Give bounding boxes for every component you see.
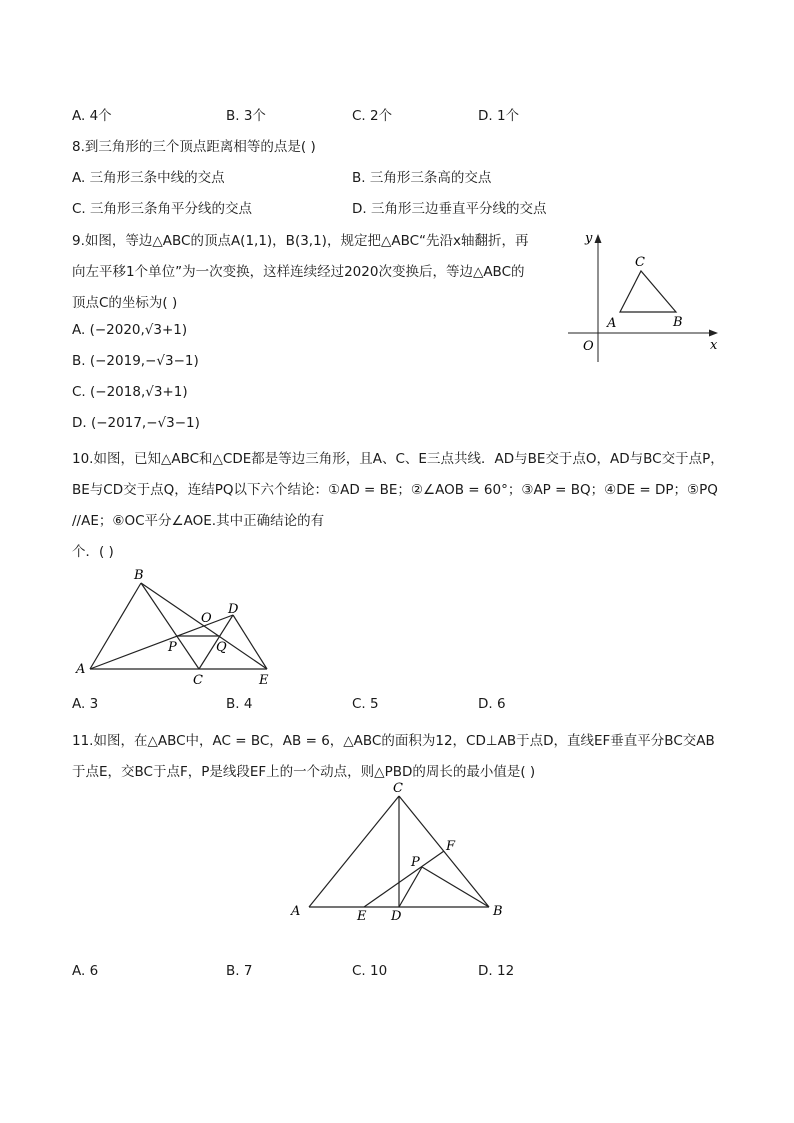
q8-option-b: B. 三角形三条高的交点 [352,170,492,186]
q11-option-c: C. 10 [352,963,388,979]
q11-label-p: P [411,855,420,870]
q9-option-b: B. (−2019,−√3−1) [72,353,199,369]
q11-label-b: B [493,904,503,919]
q11-option-a: A. 6 [72,963,99,979]
q9-line-1: 9.如图，等边△ABC的顶点A(1,1)，B(3,1)，规定把△ABC“先沿x轴翻折，再 [72,233,529,249]
q10-label-e: E [259,673,269,688]
q11-segment-ac [309,796,399,907]
q11-segment-pd [399,867,422,907]
q10-label-a: A [76,662,86,677]
q11-segment-pb [422,867,489,907]
q10-label-p: P [168,640,177,655]
q9-option-d: D. (−2017,−√3−1) [72,415,200,431]
q9-option-a: A. (−2020,√3+1) [72,322,188,338]
q7-option-a: A. 4个 [72,108,112,124]
q10-line-3: //AE；⑥OC平分∠AOE.其中正确结论的有 [72,513,325,529]
q8-option-a: A. 三角形三条中线的交点 [72,170,225,186]
q11-label-d: D [391,909,402,924]
q11-line-1: 11.如图，在△ABC中，AC = BC，AB = 6，△ABC的面积为12，CD⊥AB于点D，直线EF垂直平分BC交AB [72,733,715,749]
q7-option-c: C. 2个 [352,108,393,124]
q7-option-d: D. 1个 [478,108,520,124]
q10-line-1: 10.如图，已知△ABC和△CDE都是等边三角形，且A、C、E三点共线．AD与BE交于点O，AD与BC交于点P， [72,451,724,467]
q8-option-c: C. 三角形三条角平分线的交点 [72,201,253,217]
q10-label-c: C [193,673,203,688]
q11-label-c: C [393,781,403,796]
q10-label-o: O [201,611,212,626]
q10-option-b: B. 4 [226,696,253,712]
q7-option-b: B. 3个 [226,108,266,124]
q9-label-o: O [583,339,594,354]
q9-label-x: x [710,338,718,353]
q10-option-c: C. 5 [352,696,379,712]
q10-line-4: 个．( ) [72,544,114,560]
q10-label-d: D [228,602,239,617]
q8-option-d: D. 三角形三边垂直平分线的交点 [352,201,547,217]
q11-label-f: F [446,839,456,854]
q9-option-c: C. (−2018,√3+1) [72,384,188,400]
q10-option-d: D. 6 [478,696,506,712]
q9-label-y: y [585,231,593,246]
q11-option-b: B. 7 [226,963,253,979]
q11-label-a: A [291,904,301,919]
q11-option-d: D. 12 [478,963,515,979]
q10-label-q: Q [216,640,227,655]
q8-stem: 8.到三角形的三个顶点距离相等的点是( ) [72,139,316,155]
q11-label-e: E [357,909,367,924]
q9-label-c: C [635,255,645,270]
q10-line-2: BE与CD交于点Q，连结PQ以下六个结论：①AD = BE；②∠AOB = 60°；③AP = BQ；④DE = DP；⑤PQ [72,482,718,498]
q10-label-b: B [134,568,144,583]
q10-option-a: A. 3 [72,696,99,712]
q11-line-2: 于点E，交BC于点F，P是线段EF上的一个动点，则△PBD的周长的最小值是( ) [72,764,536,780]
q9-label-a: A [607,316,617,331]
q9-line-2: 向左平移1个单位”为一次变换，这样连续经过2020次变换后，等边△ABC的 [72,264,525,280]
q9-label-b: B [673,315,683,330]
q9-line-3: 顶点C的坐标为( ) [72,295,178,311]
